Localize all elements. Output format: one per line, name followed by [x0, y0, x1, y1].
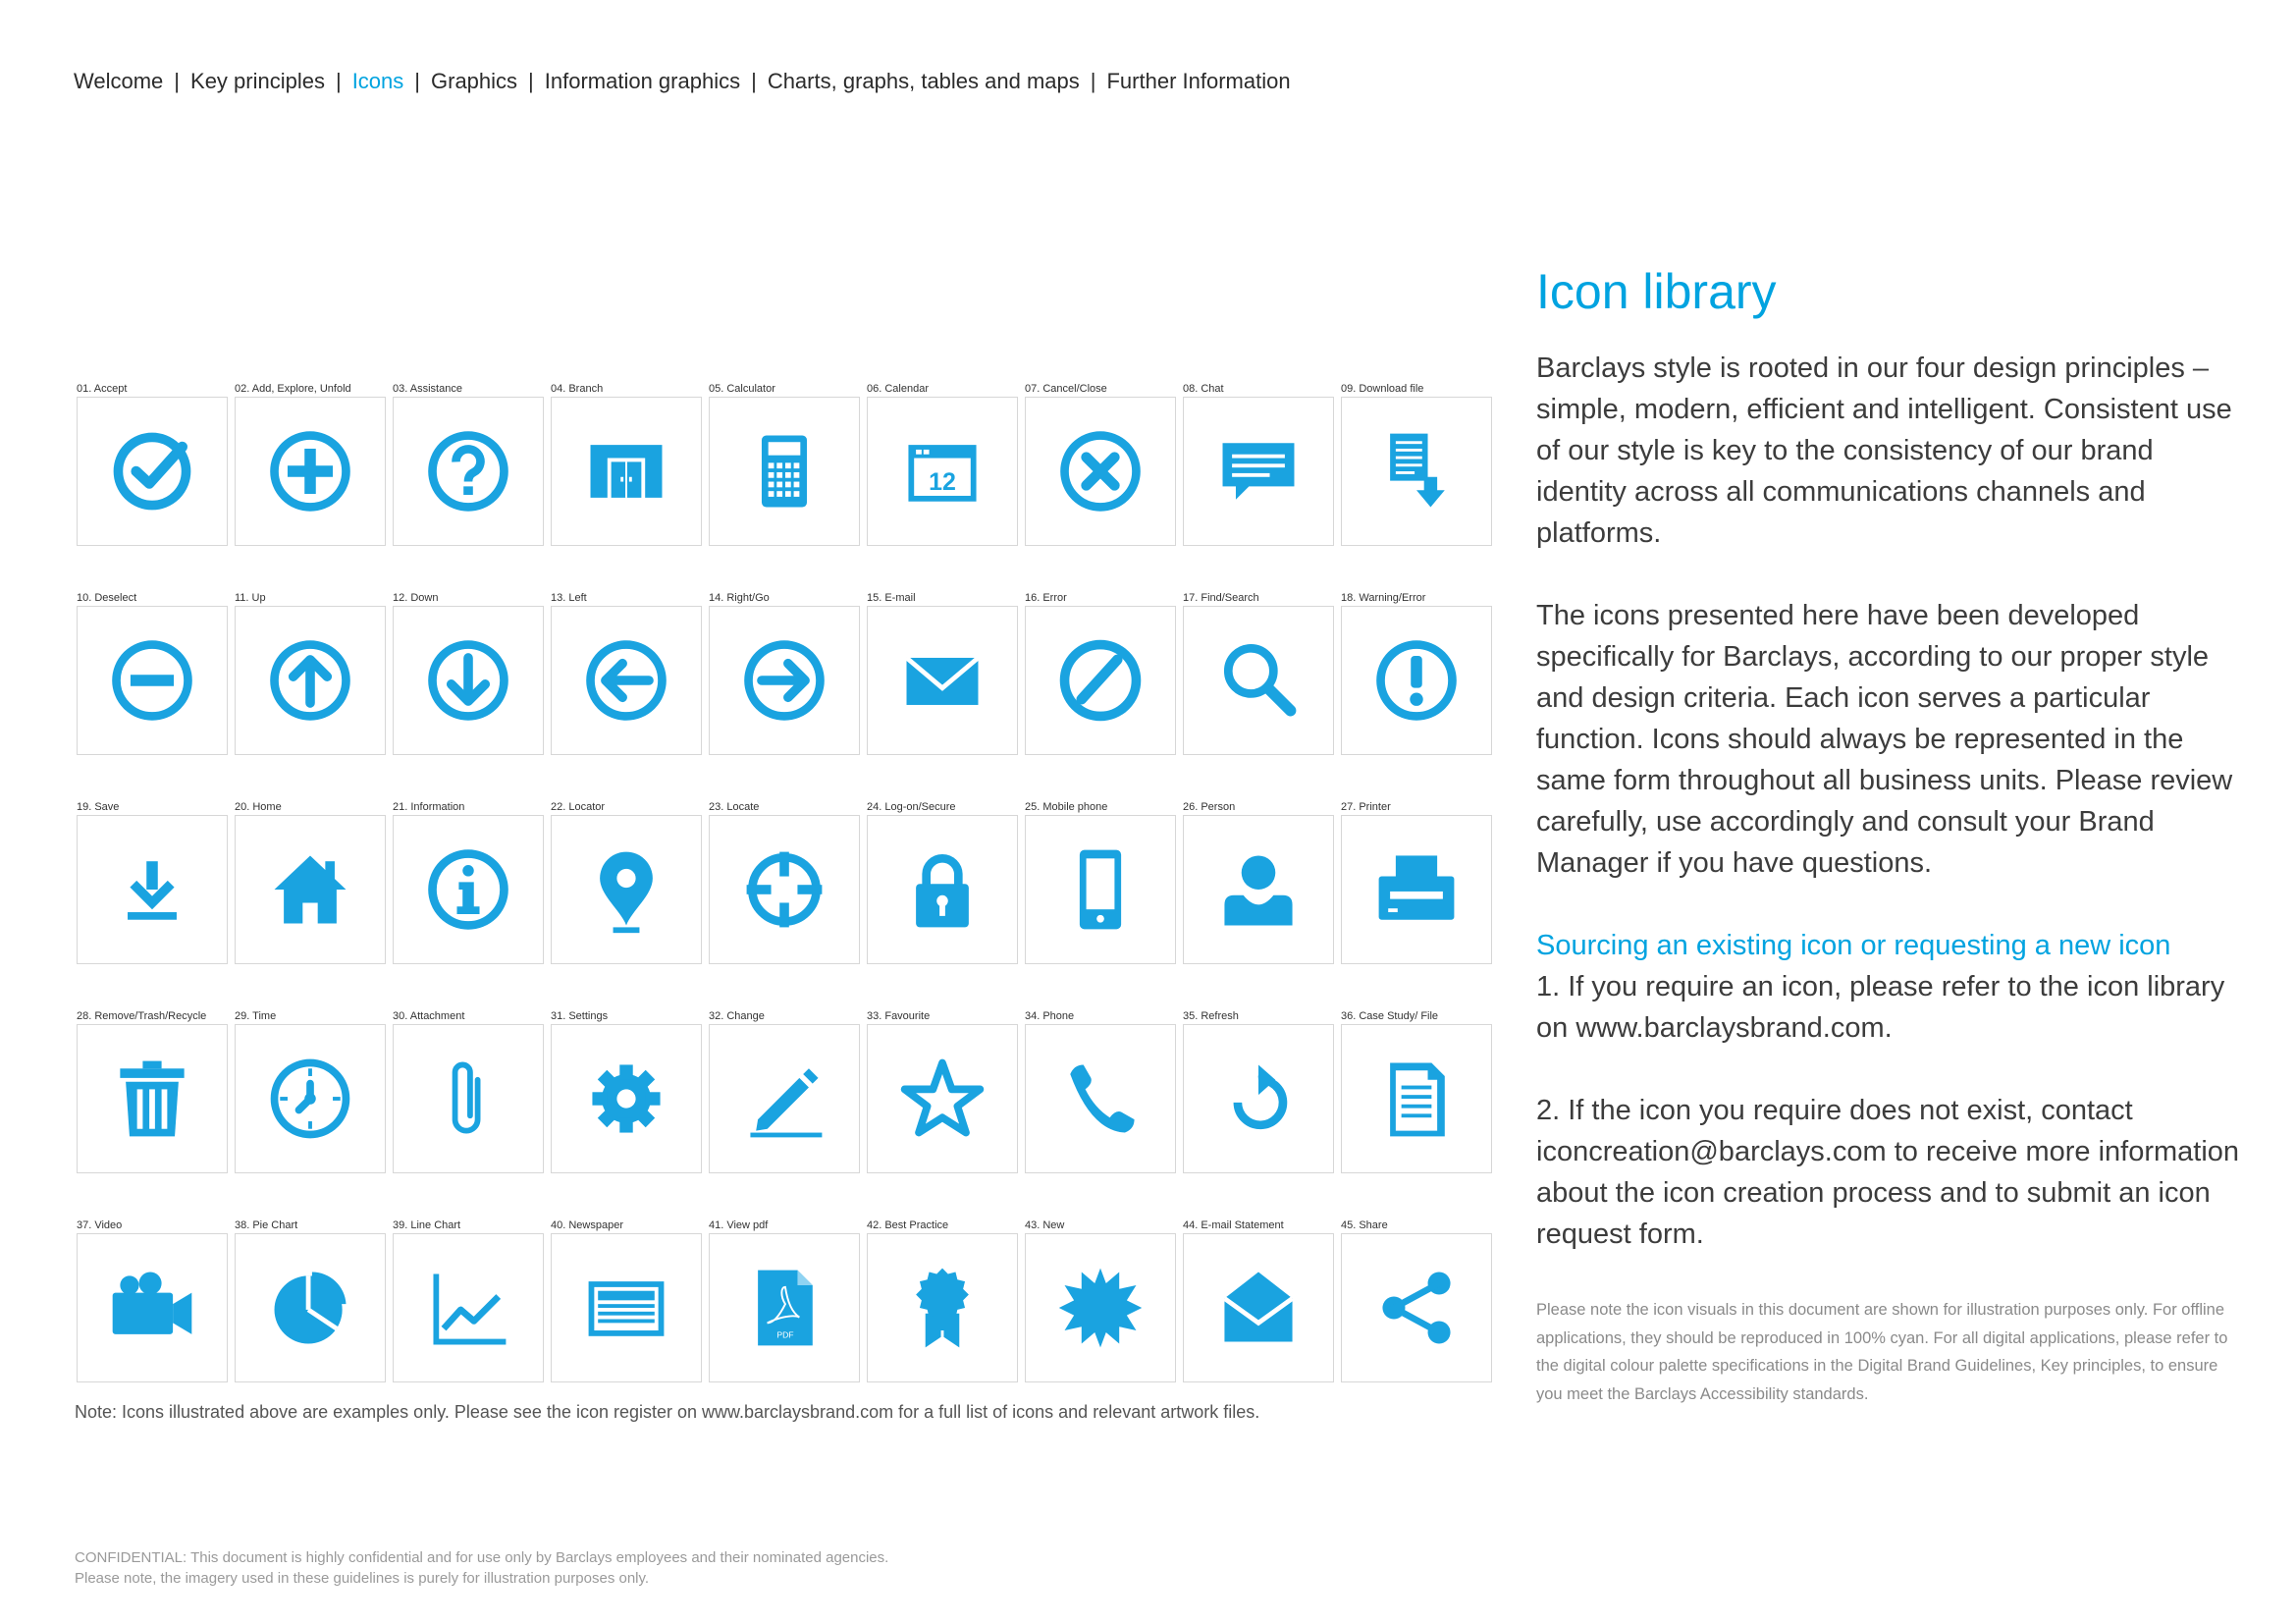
save-icon: [105, 842, 199, 937]
pdf-text: PDF: [776, 1329, 794, 1340]
icon-box: [235, 1024, 386, 1173]
icon-label: 32. Change: [709, 1010, 765, 1022]
phone-icon: [1053, 1052, 1148, 1146]
icon-box: [867, 397, 1018, 546]
icon-box: [551, 606, 702, 755]
icon-tile: [1183, 381, 1336, 546]
calendar-icon: [895, 424, 989, 518]
icon-label: 34. Phone: [1025, 1010, 1075, 1022]
lock-icon: [895, 842, 989, 937]
icon-box: [551, 1233, 702, 1382]
footer-line-1: CONFIDENTIAL: This document is highly confidential and for use only by Barclays employees and their nominated agencies.: [75, 1549, 889, 1566]
video-icon: [105, 1261, 199, 1355]
icon-tile: [709, 799, 862, 964]
icon-label: 44. E-mail Statement: [1183, 1219, 1284, 1231]
icon-tile: [77, 381, 230, 546]
icon-tile: [1025, 590, 1178, 755]
icon-box: [551, 397, 702, 546]
icon-label: 33. Favourite: [867, 1010, 931, 1022]
icon-tile: [551, 1218, 704, 1382]
icon-box: [393, 397, 544, 546]
icon-tile: [393, 1008, 546, 1173]
icon-tile: [867, 799, 1020, 964]
left-icon: [579, 633, 673, 728]
nav-separator: |: [414, 69, 420, 93]
icon-tile: [1183, 1008, 1336, 1173]
icon-label: 16. Error: [1025, 592, 1067, 604]
icon-label: 30. Attachment: [393, 1010, 465, 1022]
nav-further-information[interactable]: Further Information: [1106, 69, 1291, 93]
icon-box: [1183, 815, 1334, 964]
icon-box: [1341, 606, 1492, 755]
icon-tile: [393, 799, 546, 964]
icon-label: 38. Pie Chart: [235, 1219, 298, 1231]
nav-charts-graphs-tables-maps[interactable]: Charts, graphs, tables and maps: [767, 69, 1080, 93]
nav-separator: |: [335, 69, 342, 93]
printer-icon: [1369, 842, 1464, 937]
line-chart-icon: [421, 1261, 515, 1355]
icon-box: [77, 397, 228, 546]
nav-separator: |: [1090, 69, 1096, 93]
sourcing-subheading: Sourcing an existing icon or requesting a new icon: [1536, 930, 2171, 961]
calculator-icon: [737, 424, 831, 518]
icon-box: [1341, 397, 1492, 546]
icon-tile: [393, 381, 546, 546]
reproduction-note: Please note the icon visuals in this document are shown for illustration purposes only. For offline applications, they should be reproduced in 100% cyan. For all digital applications, please refer to the digital colour palette specifications in the Digital Brand Guidelines, Key principles, to ensure you meet the Barclays Accessibility standards.: [1536, 1301, 2228, 1403]
icon-tile: [235, 799, 388, 964]
down-icon: [421, 633, 515, 728]
icon-box: [709, 1233, 860, 1382]
icon-tile: [235, 381, 388, 546]
icon-tile: [867, 381, 1020, 546]
icon-box: [867, 815, 1018, 964]
icon-tile: [867, 590, 1020, 755]
icon-box: [867, 1233, 1018, 1382]
locate-icon: [737, 842, 831, 937]
icon-label: 37. Video: [77, 1219, 123, 1231]
icon-box: [393, 606, 544, 755]
icon-label: 26. Person: [1183, 801, 1236, 813]
icon-label: 29. Time: [235, 1010, 277, 1022]
icon-label: 05. Calculator: [709, 383, 775, 395]
share-icon: [1369, 1261, 1464, 1355]
icon-tile: [709, 590, 862, 755]
icon-tile: [1025, 381, 1178, 546]
sourcing-step-1: 1. If you require an icon, please refer to the icon library on www.barclaysbrand.com.: [1536, 971, 2225, 1044]
icon-box: [1025, 606, 1176, 755]
icon-tile: [235, 590, 388, 755]
icon-box: [77, 1024, 228, 1173]
icon-box: [393, 1233, 544, 1382]
icon-label: 01. Accept: [77, 383, 128, 395]
icon-box: [235, 815, 386, 964]
icon-box: [1341, 815, 1492, 964]
icon-tile: [867, 1008, 1020, 1173]
icon-tile: [1183, 1218, 1336, 1382]
add-icon: [263, 424, 357, 518]
icon-label: 36. Case Study/ File: [1341, 1010, 1439, 1022]
nav-separator: |: [174, 69, 181, 93]
pie-chart-icon: [263, 1261, 357, 1355]
pdf-icon: [737, 1261, 831, 1355]
icon-tile: [1341, 381, 1494, 546]
icon-box: [1341, 1233, 1492, 1382]
nav-welcome[interactable]: Welcome: [74, 69, 164, 93]
icon-label: 39. Line Chart: [393, 1219, 461, 1231]
icon-tile: [235, 1008, 388, 1173]
footer-line-2: Please note, the imagery used in these guidelines is purely for illustration purposes only.: [75, 1570, 650, 1587]
icon-tile: [1341, 1218, 1494, 1382]
icon-box: [1183, 606, 1334, 755]
nav-separator: |: [528, 69, 534, 93]
attachment-icon: [421, 1052, 515, 1146]
icon-box: [1341, 1024, 1492, 1173]
icon-tile: [709, 381, 862, 546]
icon-tile: [1183, 590, 1336, 755]
time-icon: [263, 1052, 357, 1146]
icon-tile: [77, 799, 230, 964]
icon-tile: [1183, 799, 1336, 964]
icon-box: [1183, 1233, 1334, 1382]
icon-box: [235, 1233, 386, 1382]
icon-tile: [1341, 1008, 1494, 1173]
nav-information-graphics[interactable]: Information graphics: [544, 69, 741, 93]
icon-box: [77, 1233, 228, 1382]
icon-tile: [709, 1008, 862, 1173]
search-icon: [1211, 633, 1306, 728]
top-navigation: [74, 69, 1291, 94]
icon-label: 28. Remove/Trash/Recycle: [77, 1010, 207, 1022]
icon-box: [551, 815, 702, 964]
locator-icon: [579, 842, 673, 937]
favourite-icon: [895, 1052, 989, 1146]
icon-label: 24. Log-on/Secure: [867, 801, 956, 813]
right-icon: [737, 633, 831, 728]
icon-box: [1025, 397, 1176, 546]
icon-box: [709, 1024, 860, 1173]
icon-label: 23. Locate: [709, 801, 760, 813]
new-icon: [1053, 1261, 1148, 1355]
sourcing-section: [1536, 925, 2243, 1049]
icon-box: [1025, 815, 1176, 964]
warning-icon: [1369, 633, 1464, 728]
branch-icon: [579, 424, 673, 518]
icon-label: 45. Share: [1341, 1219, 1388, 1231]
nav-icons[interactable]: Icons: [351, 69, 404, 93]
icon-label: 21. Information: [393, 801, 465, 813]
icon-box: [709, 606, 860, 755]
icon-box: [235, 606, 386, 755]
up-icon: [263, 633, 357, 728]
icon-label: 22. Locator: [551, 801, 606, 813]
icon-tile: [1025, 1008, 1178, 1173]
email-icon: [895, 633, 989, 728]
grid-note: Note: Icons illustrated above are examples only. Please see the icon register on www.barclaysbrand.com for a full list of icons and relevant artwork files.: [75, 1402, 1260, 1422]
icon-label: 41. View pdf: [709, 1219, 769, 1231]
mobile-phone-icon: [1053, 842, 1148, 937]
icon-box: [393, 1024, 544, 1173]
icon-label: 18. Warning/Error: [1341, 592, 1426, 604]
icon-label: 06. Calendar: [867, 383, 929, 395]
icon-box: [393, 815, 544, 964]
icon-tile: [1025, 1218, 1178, 1382]
calendar-date-text: 12: [929, 468, 956, 497]
icon-box: [867, 606, 1018, 755]
icon-box: [77, 815, 228, 964]
icon-label: 09. Download file: [1341, 383, 1424, 395]
icon-tile: [77, 1218, 230, 1382]
chat-icon: [1211, 424, 1306, 518]
file-icon: [1369, 1052, 1464, 1146]
icon-box: [1183, 1024, 1334, 1173]
icon-box: [1025, 1024, 1176, 1173]
change-icon: [737, 1052, 831, 1146]
icon-label: 04. Branch: [551, 383, 604, 395]
icon-tile: [393, 590, 546, 755]
home-icon: [263, 842, 357, 937]
best-practice-icon: [895, 1261, 989, 1355]
icon-tile: [551, 799, 704, 964]
icon-label: 25. Mobile phone: [1025, 801, 1108, 813]
sourcing-step-2: 2. If the icon you require does not exist, contact iconcreation@barclays.com to receive more information about the icon creation process and to submit an icon request form.: [1536, 1095, 2240, 1250]
icon-label: 03. Assistance: [393, 383, 462, 395]
icon-label: 27. Printer: [1341, 801, 1391, 813]
icon-tile: [1341, 799, 1494, 964]
icon-label: 07. Cancel/Close: [1025, 383, 1107, 395]
icon-tile: [709, 1218, 862, 1382]
information-icon: [421, 842, 515, 937]
intro-paragraph: Barclays style is rooted in our four design principles – simple, modern, efficient and intelligent. Consistent use of our style is key to the consistency of our brand identity across all communications channels and platforms.: [1536, 352, 2232, 549]
icon-box: [867, 1024, 1018, 1173]
icon-label: 20. Home: [235, 801, 282, 813]
icon-tile: [235, 1218, 388, 1382]
icon-tile: [77, 590, 230, 755]
icon-box: [1183, 397, 1334, 546]
accept-icon: [105, 424, 199, 518]
deselect-icon: [105, 633, 199, 728]
icon-tile: [1025, 799, 1178, 964]
icon-label: 43. New: [1025, 1219, 1065, 1231]
confidential-footer: [75, 1547, 888, 1589]
icon-label: 19. Save: [77, 801, 120, 813]
refresh-icon: [1211, 1052, 1306, 1146]
nav-key-principles[interactable]: Key principles: [190, 69, 325, 93]
icon-label: 14. Right/Go: [709, 592, 770, 604]
icon-label: 12. Down: [393, 592, 439, 604]
icon-label: 02. Add, Explore, Unfold: [235, 383, 351, 395]
icon-tile: [1341, 590, 1494, 755]
icon-label: 17. Find/Search: [1183, 592, 1259, 604]
nav-separator: |: [751, 69, 757, 93]
newspaper-icon: [579, 1261, 673, 1355]
icons-description-paragraph: The icons presented here have been developed specifically for Barclays, according to our proper style and design criteria. Each icon serves a particular function. Icons should always be represented in the same form throughout all business units. Please review carefully, use accordingly and consult your Brand Manager if you have questions.: [1536, 600, 2233, 879]
icon-box: [77, 606, 228, 755]
email-statement-icon: [1211, 1261, 1306, 1355]
trash-icon: [105, 1052, 199, 1146]
person-icon: [1211, 842, 1306, 937]
nav-graphics[interactable]: Graphics: [431, 69, 518, 93]
icon-box: [551, 1024, 702, 1173]
icon-tile: [551, 381, 704, 546]
icon-label: 15. E-mail: [867, 592, 916, 604]
icon-label: 08. Chat: [1183, 383, 1224, 395]
error-icon: [1053, 633, 1148, 728]
icon-label: 42. Best Practice: [867, 1219, 949, 1231]
icon-box: [235, 397, 386, 546]
icon-label: 31. Settings: [551, 1010, 609, 1022]
icon-box: [1025, 1233, 1176, 1382]
icon-label: 35. Refresh: [1183, 1010, 1239, 1022]
settings-icon: [579, 1052, 673, 1146]
download-file-icon: [1369, 424, 1464, 518]
icon-label: 40. Newspaper: [551, 1219, 623, 1231]
icon-tile: [551, 590, 704, 755]
assistance-icon: [421, 424, 515, 518]
icon-tile: [551, 1008, 704, 1173]
icon-label: 13. Left: [551, 592, 587, 604]
icon-tile: [867, 1218, 1020, 1382]
icon-box: [709, 815, 860, 964]
icon-tile: [393, 1218, 546, 1382]
close-icon: [1053, 424, 1148, 518]
page-title: Icon library: [1536, 264, 1777, 319]
icon-tile: [77, 1008, 230, 1173]
icon-label: 10. Deselect: [77, 592, 137, 604]
icon-box: [709, 397, 860, 546]
icon-label: 11. Up: [235, 592, 266, 604]
icon-library-panel: [1536, 263, 2243, 1408]
